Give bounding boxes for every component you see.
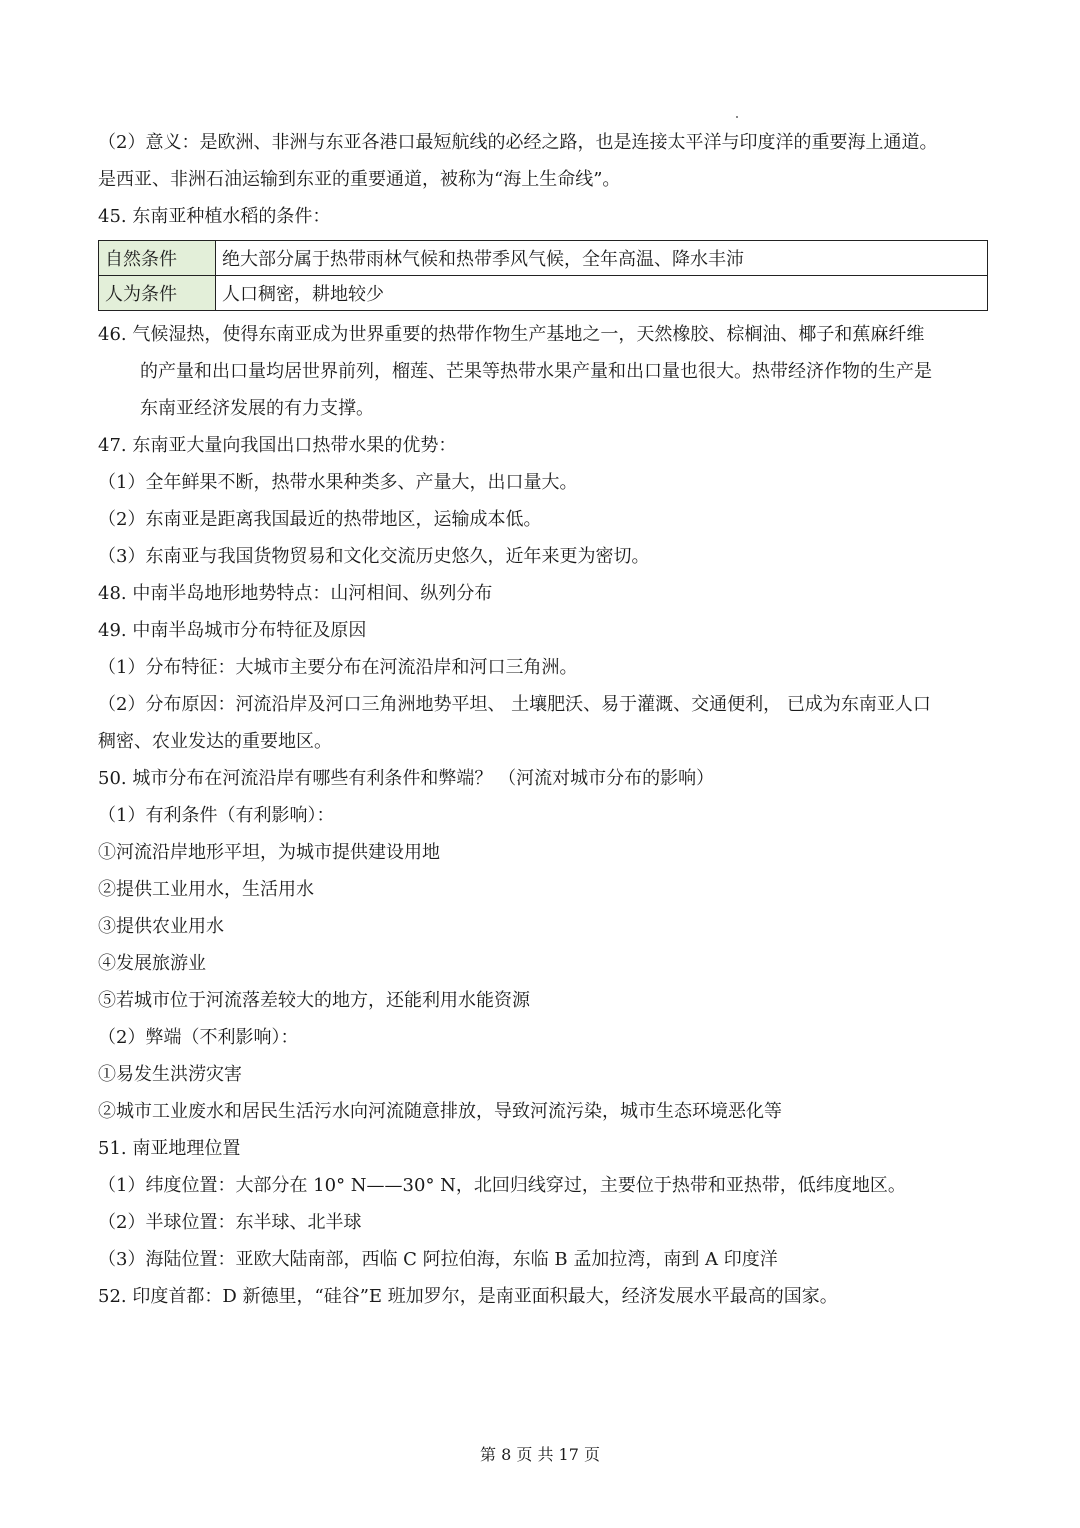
text-line: 的产量和出口量均居世界前列，榴莲、芒果等热带水果产量和出口量也很大。热带经济作物的生产是 bbox=[140, 361, 932, 382]
item-heading: 48. 中南半岛地形地势特点：山河相间、纵列分布 bbox=[98, 583, 493, 604]
page-number-footer: 第 8 页 共 17 页 bbox=[480, 1445, 600, 1464]
text-line: （2）分布原因：河流沿岸及河口三角洲地势平坦、 土壤肥沃、易于灌溉、交通便利， 已成为东南亚人口 bbox=[98, 694, 931, 715]
text-line: ⑤若城市位于河流落差较大的地方，还能利用水能资源 bbox=[98, 990, 530, 1011]
item-heading: 52. 印度首都：D 新德里，“硅谷”E 班加罗尔，是南亚面积最大，经济发展水平最高的国家。 bbox=[98, 1286, 838, 1307]
text-line: ②提供工业用水，生活用水 bbox=[98, 879, 314, 900]
text-line: ④发展旅游业 bbox=[98, 953, 206, 974]
text-line: （1）分布特征：大城市主要分布在河流沿岸和河口三角洲。 bbox=[98, 657, 578, 678]
text-line: 稠密、农业发达的重要地区。 bbox=[98, 731, 332, 752]
text-line: （3）东南亚与我国货物贸易和文化交流历史悠久，近年来更为密切。 bbox=[98, 546, 650, 567]
text-line: （1）纬度位置：大部分在 10° N——30° N，北回归线穿过，主要位于热带和亚热带，低纬度地区。 bbox=[98, 1175, 906, 1196]
text-line: （1）有利条件（有利影响）： bbox=[98, 805, 335, 826]
item-heading: 49. 中南半岛城市分布特征及原因 bbox=[98, 620, 367, 641]
text-line: ①河流沿岸地形平坦，为城市提供建设用地 bbox=[98, 842, 440, 863]
text-line: （1）全年鲜果不断，热带水果种类多、产量大，出口量大。 bbox=[98, 472, 578, 493]
text-line: 46. 气候湿热，使得东南亚成为世界重要的热带作物生产基地之一，天然橡胶、棕榈油、椰子和蕉麻纤维 bbox=[98, 324, 925, 345]
text-line: ②城市工业废水和居民生活污水向河流随意排放，导致河流污染，城市生态环境恶化等 bbox=[98, 1101, 782, 1122]
text-line: （2）东南亚是距离我国最近的热带地区，运输成本低。 bbox=[98, 509, 542, 530]
item-heading: 50. 城市分布在河流沿岸有哪些有利条件和弊端？ （河流对城市分布的影响） bbox=[98, 768, 715, 789]
row-label: 人为条件 bbox=[99, 276, 216, 311]
text-line: ③提供农业用水 bbox=[98, 916, 224, 937]
rice-conditions-table bbox=[98, 240, 988, 311]
table-row bbox=[99, 276, 988, 311]
row-label: 自然条件 bbox=[99, 241, 216, 276]
row-value: 人口稠密，耕地较少 bbox=[216, 276, 988, 311]
text-line: （2）意义：是欧洲、非洲与东亚各港口最短航线的必经之路，也是连接太平洋与印度洋的重要海上通道。 bbox=[98, 132, 938, 153]
text-line: （2）弊端（不利影响）： bbox=[98, 1027, 299, 1048]
text-line: ①易发生洪涝灾害 bbox=[98, 1064, 242, 1085]
item-heading: 45. 东南亚种植水稻的条件： bbox=[98, 206, 331, 227]
table-row bbox=[99, 241, 988, 276]
text-line: （3）海陆位置：亚欧大陆南部，西临 C 阿拉伯海，东临 B 孟加拉湾，南到 A 印度洋 bbox=[98, 1249, 778, 1270]
text-line: 东南亚经济发展的有力支撑。 bbox=[140, 398, 374, 419]
item-heading: 51. 南亚地理位置 bbox=[98, 1138, 241, 1159]
document-body bbox=[98, 124, 988, 1315]
text-line: （2）半球位置：东半球、北半球 bbox=[98, 1212, 362, 1233]
text-line: 是西亚、非洲石油运输到东亚的重要通道，被称为“海上生命线”。 bbox=[98, 169, 621, 190]
item-heading: 47. 东南亚大量向我国出口热带水果的优势： bbox=[98, 435, 457, 456]
row-value: 绝大部分属于热带雨林气候和热带季风气候，全年高温、降水丰沛 bbox=[216, 241, 988, 276]
stray-mark bbox=[736, 116, 738, 118]
